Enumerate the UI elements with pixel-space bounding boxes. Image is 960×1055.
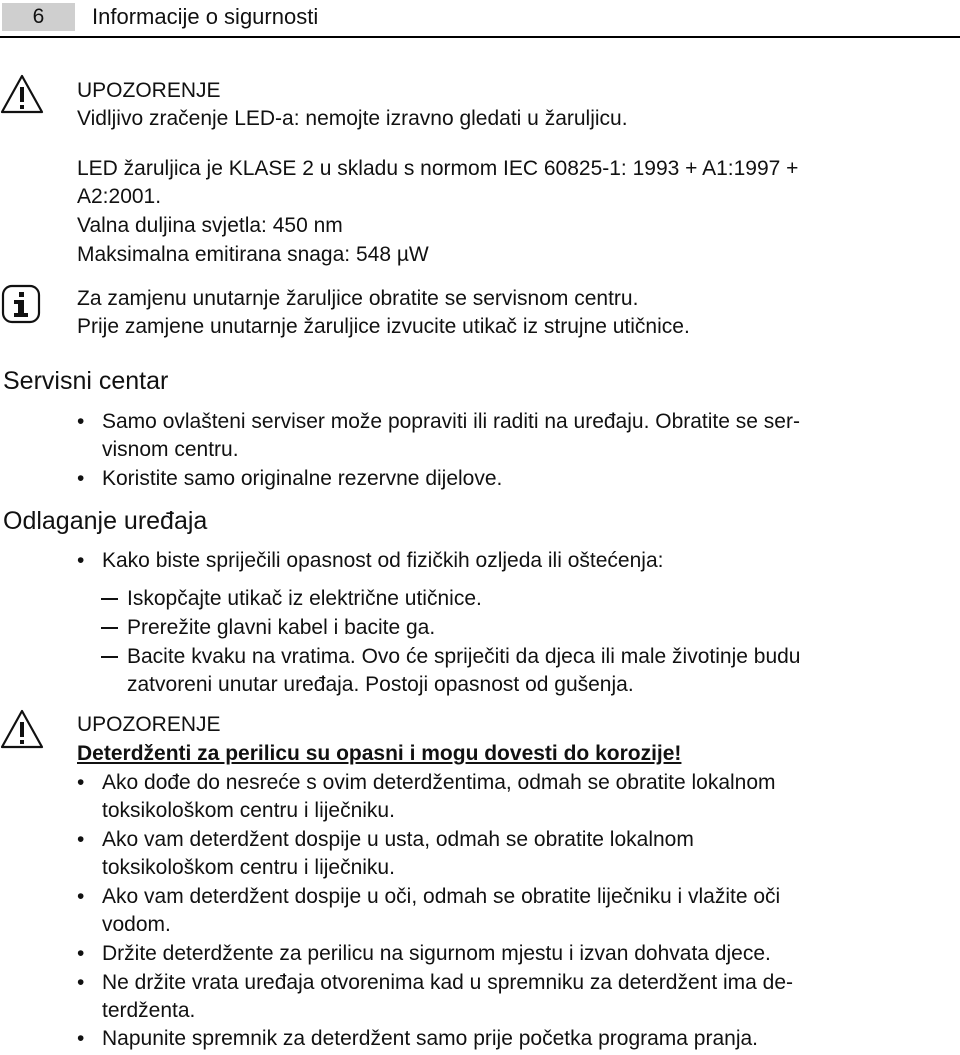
bullet-icon: • (77, 771, 85, 794)
bullet-icon: • (77, 549, 85, 572)
bullet-icon: • (77, 1027, 85, 1050)
list-item: toksikološkom centru i liječniku. (102, 799, 395, 822)
list-item: Koristite samo originalne rezervne dijelove. (102, 467, 503, 490)
list-item: terdženta. (102, 999, 196, 1022)
list-item: visnom centru. (102, 438, 239, 461)
led-info-line: LED žaruljica je KLASE 2 u skladu s normom IEC 60825-1: 1993 + A1:1997 + (77, 157, 799, 180)
bullet-icon: • (77, 885, 85, 908)
bullet-icon: • (77, 828, 85, 851)
list-item: Držite deterdžente za perilicu na sigurnom mjestu i izvan dohvata djece. (102, 942, 771, 965)
list-item: Ako dođe do nesreće s ovim deterdžentima, odmah se obratite lokalnom (102, 771, 776, 794)
warning-triangle-icon (0, 73, 44, 115)
sub-list-item: Iskopčajte utikač iz električne utičnice. (127, 587, 482, 610)
led-info-line: A2:2001. (77, 185, 162, 208)
header-divider (0, 36, 960, 38)
list-item: vodom. (102, 913, 171, 936)
bullet-icon: • (77, 410, 85, 433)
warning-subtitle: Deterdženti za perilicu su opasni i mogu dovesti do korozije! (77, 742, 682, 765)
led-info-line: Valna duljina svjetla: 450 nm (77, 214, 343, 237)
page-number: 6 (2, 3, 75, 31)
list-item: toksikološkom centru i liječniku. (102, 856, 395, 879)
section-heading-service: Servisni centar (3, 367, 169, 395)
dash-icon (101, 627, 118, 629)
warning-title: UPOZORENJE (77, 713, 221, 736)
bullet-icon: • (77, 971, 85, 994)
list-item: Napunite spremnik za deterdžent samo prije početka programa pranja. (102, 1027, 759, 1050)
info-line: Za zamjenu unutarnje žaruljice obratite se servisnom centru. (77, 287, 639, 310)
page-header (0, 0, 960, 38)
section-heading-disposal: Odlaganje uređaja (3, 507, 208, 535)
dash-icon (101, 656, 118, 658)
list-item: Ako vam deterdžent dospije u usta, odmah se obratite lokalnom (102, 828, 694, 851)
info-line: Prije zamjene unutarnje žaruljice izvucite utikač iz strujne utičnice. (77, 315, 690, 338)
warning-triangle-icon (0, 708, 44, 750)
sub-list-item: zatvoreni unutar uređaja. Postoji opasnost od gušenja. (127, 673, 634, 696)
warning-title: UPOZORENJE (77, 79, 221, 102)
sub-list-item: Prerežite glavni kabel i bacite ga. (127, 616, 436, 639)
header-title: Informacije o sigurnosti (92, 4, 319, 29)
list-item: Ako vam deterdžent dospije u oči, odmah se obratite liječniku i vlažite oči (102, 885, 781, 908)
info-icon (1, 284, 41, 324)
list-item: Ne držite vrata uređaja otvorenima kad u spremniku za deterdžent ima de- (102, 971, 794, 994)
dash-icon (101, 598, 118, 600)
list-item: Kako biste spriječili opasnost od fizičkih ozljeda ili oštećenja: (102, 549, 664, 572)
sub-list-item: Bacite kvaku na vratima. Ovo će spriječiti da djeca ili male životinje budu (127, 645, 801, 668)
bullet-icon: • (77, 942, 85, 965)
list-item: Samo ovlašteni serviser može popraviti ili raditi na uređaju. Obratite se ser- (102, 410, 800, 433)
led-info-line: Maksimalna emitirana snaga: 548 µW (77, 243, 429, 266)
warning-text: Vidljivo zračenje LED-a: nemojte izravno gledati u žaruljicu. (77, 107, 628, 130)
bullet-icon: • (77, 467, 85, 490)
